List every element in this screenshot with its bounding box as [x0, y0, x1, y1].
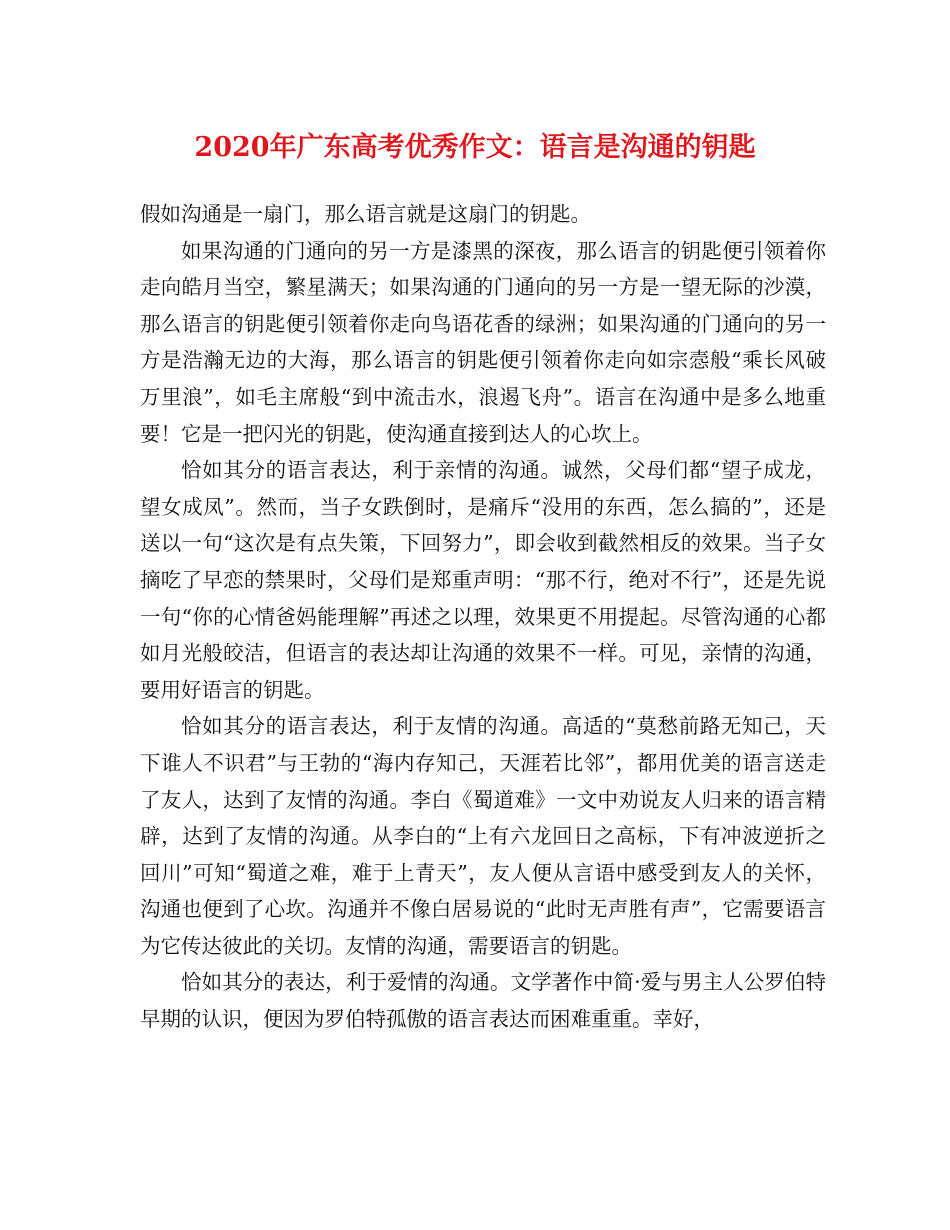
document-body [140, 196, 826, 1038]
paragraph-2: 如果沟通的门通向的另一方是漆黑的深夜，那么语言的钥匙便引领着你走向皓月当空，繁星满天；如果沟通的门通向的另一方是一望无际的沙漠，那么语言的钥匙便引领着你走向鸟语花香的绿洲；如果沟通的门通向的另一方是浩瀚无边的大海，那么语言的钥匙便引领着你走向如宗悫般“乘长风破万里浪”，如毛主席般“到中流击水，浪遏飞舟”。语言在沟通中是多么地重要！它是一把闪光的钥匙，使沟通直接到达人的心坎上。 [140, 238, 826, 446]
paragraph-3: 恰如其分的语言表达，利于亲情的沟通。诚然，父母们都“望子成龙，望女成凤”。然而，当子女跌倒时，是痛斥“没用的东西，怎么搞的”，还是送以一句“这次是有点失策，下回努力”，即会收到截然相反的效果。当子女摘吃了早恋的禁果时，父母们是郑重声明：“那不行，绝对不行”，还是先说一句“你的心情爸妈能理解”再述之以理，效果更不用提起。尽管沟通的心都如月光般皎洁，但语言的表达却让沟通的效果不一样。可见，亲情的沟通，要用好语言的钥匙。 [140, 458, 826, 702]
document-title: 2020年广东高考优秀作文：语言是沟通的钥匙 [194, 132, 756, 163]
paragraph-5: 恰如其分的表达，利于爱情的沟通。文学著作中简·爱与男主人公罗伯特早期的认识，便因为罗伯特孤傲的语言表达而困难重重。幸好， [140, 970, 826, 1032]
paragraph-4: 恰如其分的语言表达，利于友情的沟通。高适的“莫愁前路无知己，天下谁人不识君”与王勃的“海内存知己，天涯若比邻”，都用优美的语言送走了友人，达到了友情的沟通。李白《蜀道难》一文中劝说友人归来的语言精辟，达到了友情的沟通。从李白的“上有六龙回日之高标，下有冲波逆折之回川”可知“蜀道之难，难于上青天”，友人便从言语中感受到友人的关怀，沟通也便到了心坎。沟通并不像白居易说的“此时无声胜有声”，它需要语言为它传达彼此的关切。友情的沟通，需要语言的钥匙。 [140, 714, 826, 958]
paragraph-1: 假如沟通是一扇门，那么语言就是这扇门的钥匙。 [140, 202, 591, 226]
